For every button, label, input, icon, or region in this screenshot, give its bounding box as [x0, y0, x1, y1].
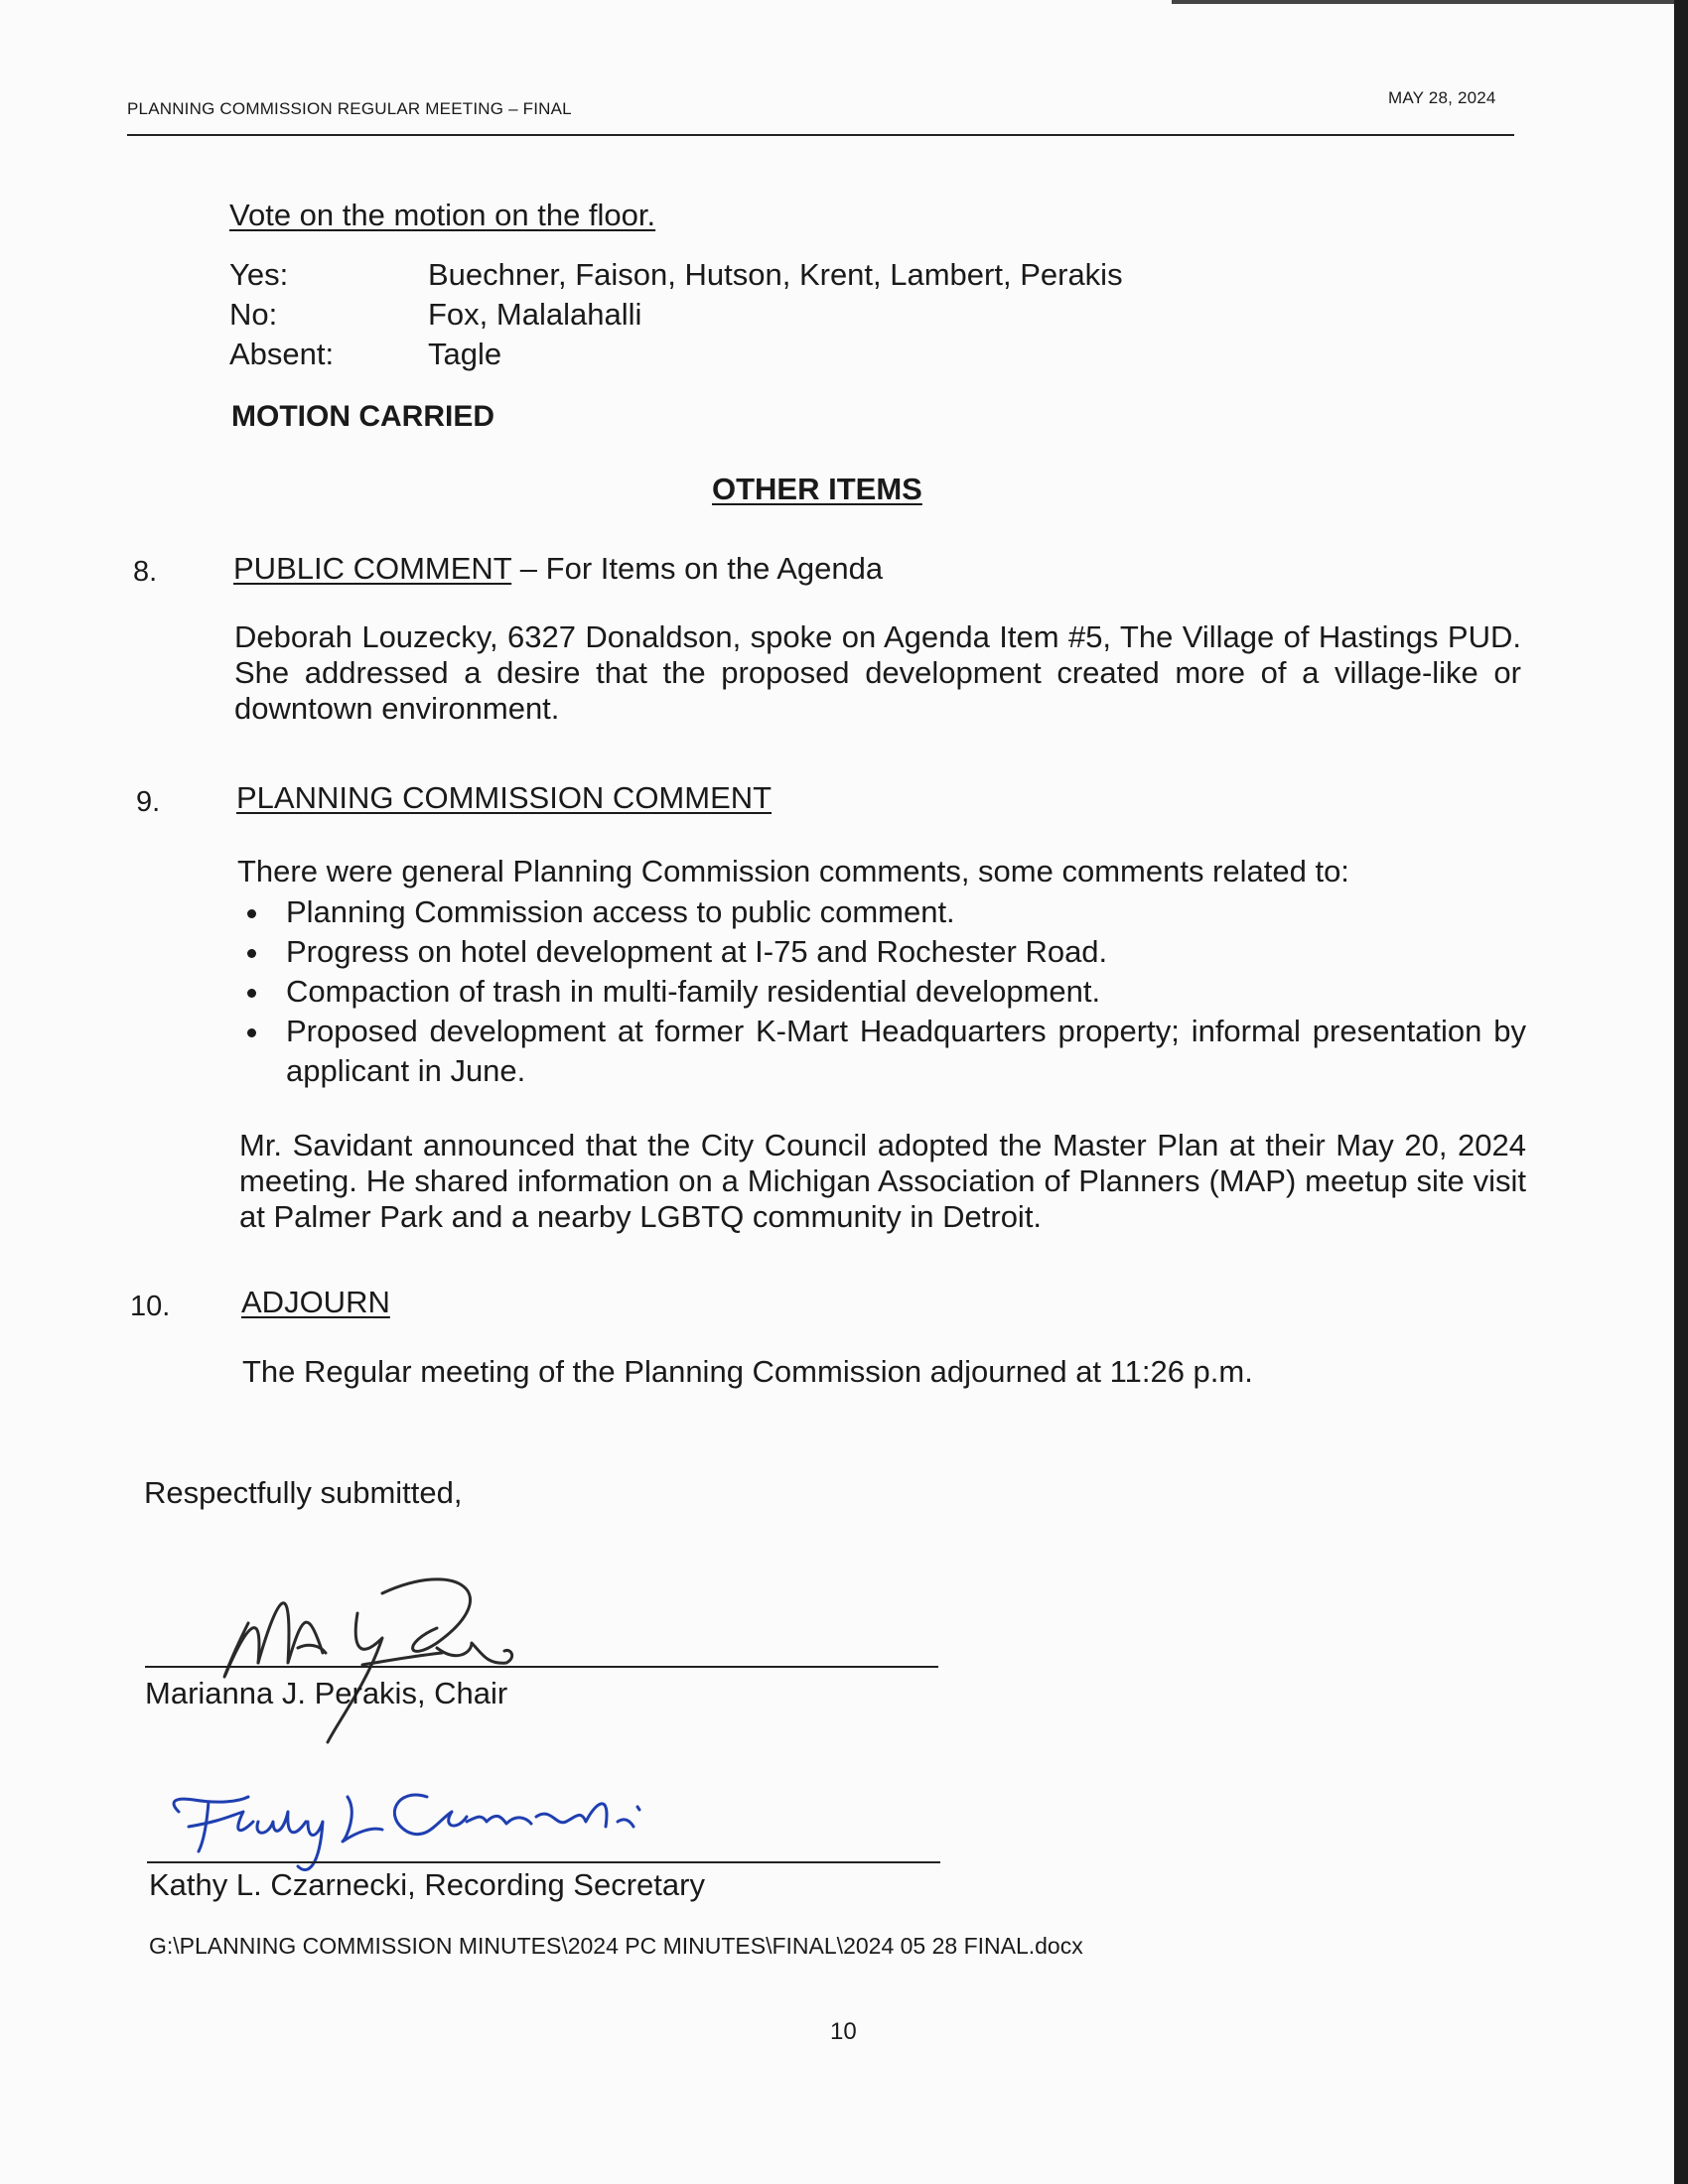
item-title: ADJOURN: [241, 1285, 390, 1319]
signature-line: [147, 1861, 940, 1863]
bullet-icon: [247, 909, 256, 918]
list-item: Progress on hotel development at I-75 and Rochester Road.: [237, 932, 1526, 972]
section-title: OTHER ITEMS: [712, 472, 922, 506]
list-item: Planning Commission access to public comment.: [237, 892, 1526, 932]
signer-name: Marianna J. Perakis, Chair: [145, 1676, 508, 1710]
vote-heading: Vote on the motion on the floor.: [229, 198, 656, 232]
signature-line: [145, 1666, 938, 1668]
vote-row-no: [229, 295, 1123, 335]
vote-value: Fox, Malalahalli: [428, 297, 642, 332]
scan-shadow-top: [1172, 0, 1688, 4]
scan-edge-right: [1674, 0, 1688, 2184]
item-heading: [233, 551, 883, 587]
vote-value: Buechner, Faison, Hutson, Krent, Lambert, Perakis: [428, 257, 1123, 292]
bullet-icon: [247, 989, 256, 998]
header-title: PLANNING COMMISSION REGULAR MEETING – FINAL: [127, 99, 572, 118]
page-number: 10: [830, 2018, 857, 2045]
bullet-icon: [247, 1028, 256, 1037]
closing-text: Respectfully submitted,: [144, 1475, 463, 1510]
vote-label: Absent:: [229, 337, 335, 371]
item-title: PUBLIC COMMENT: [233, 551, 512, 586]
item-subtitle: – For Items on the Agenda: [511, 551, 884, 586]
vote-label: No:: [229, 297, 278, 332]
signer-name: Kathy L. Czarnecki, Recording Secretary: [149, 1867, 705, 1902]
vote-label: Yes:: [229, 257, 289, 292]
list-item: Compaction of trash in multi-family residential development.: [237, 972, 1526, 1012]
vote-row-absent: [229, 335, 1123, 374]
header-rule: [127, 134, 1514, 136]
bullet-icon: [247, 949, 256, 958]
item-number: 8.: [133, 556, 158, 588]
pc-comment-text: Mr. Savidant announced that the City Council adopted the Master Plan at their May 20, 2024 meeting. He shared information on a Michigan Association of Planners (MAP) meetup site visit at Palmer Park and a nearby LGBTQ community in Detroit.: [239, 1128, 1526, 1234]
header-date: MAY 28, 2024: [1388, 88, 1496, 107]
pc-comment-list: [237, 892, 1526, 1091]
signature-chair-image: [209, 1554, 586, 1752]
public-comment-text: Deborah Louzecky, 6327 Donaldson, spoke on Agenda Item #5, The Village of Hastings PUD. She addressed a desire that the proposed development created more of a village-like or downtown environment.: [234, 619, 1521, 726]
item-title: PLANNING COMMISSION COMMENT: [236, 780, 773, 815]
item-number: 9.: [136, 786, 161, 818]
motion-result: MOTION CARRIED: [231, 400, 494, 433]
vote-row-yes: [229, 255, 1123, 295]
item-number: 10.: [130, 1291, 171, 1322]
vote-table: [229, 255, 1123, 374]
list-item: Proposed development at former K-Mart Headquarters property; informal presentation by applicant in June.: [237, 1012, 1526, 1091]
adjourn-text: The Regular meeting of the Planning Commission adjourned at 11:26 p.m.: [242, 1354, 1253, 1389]
file-path: G:\PLANNING COMMISSION MINUTES\2024 PC MINUTES\FINAL\2024 05 28 FINAL.docx: [149, 1933, 1083, 1959]
vote-value: Tagle: [428, 337, 502, 371]
signature-secretary-image: [159, 1772, 675, 1881]
pc-comment-intro: There were general Planning Commission comments, some comments related to:: [237, 854, 1349, 888]
